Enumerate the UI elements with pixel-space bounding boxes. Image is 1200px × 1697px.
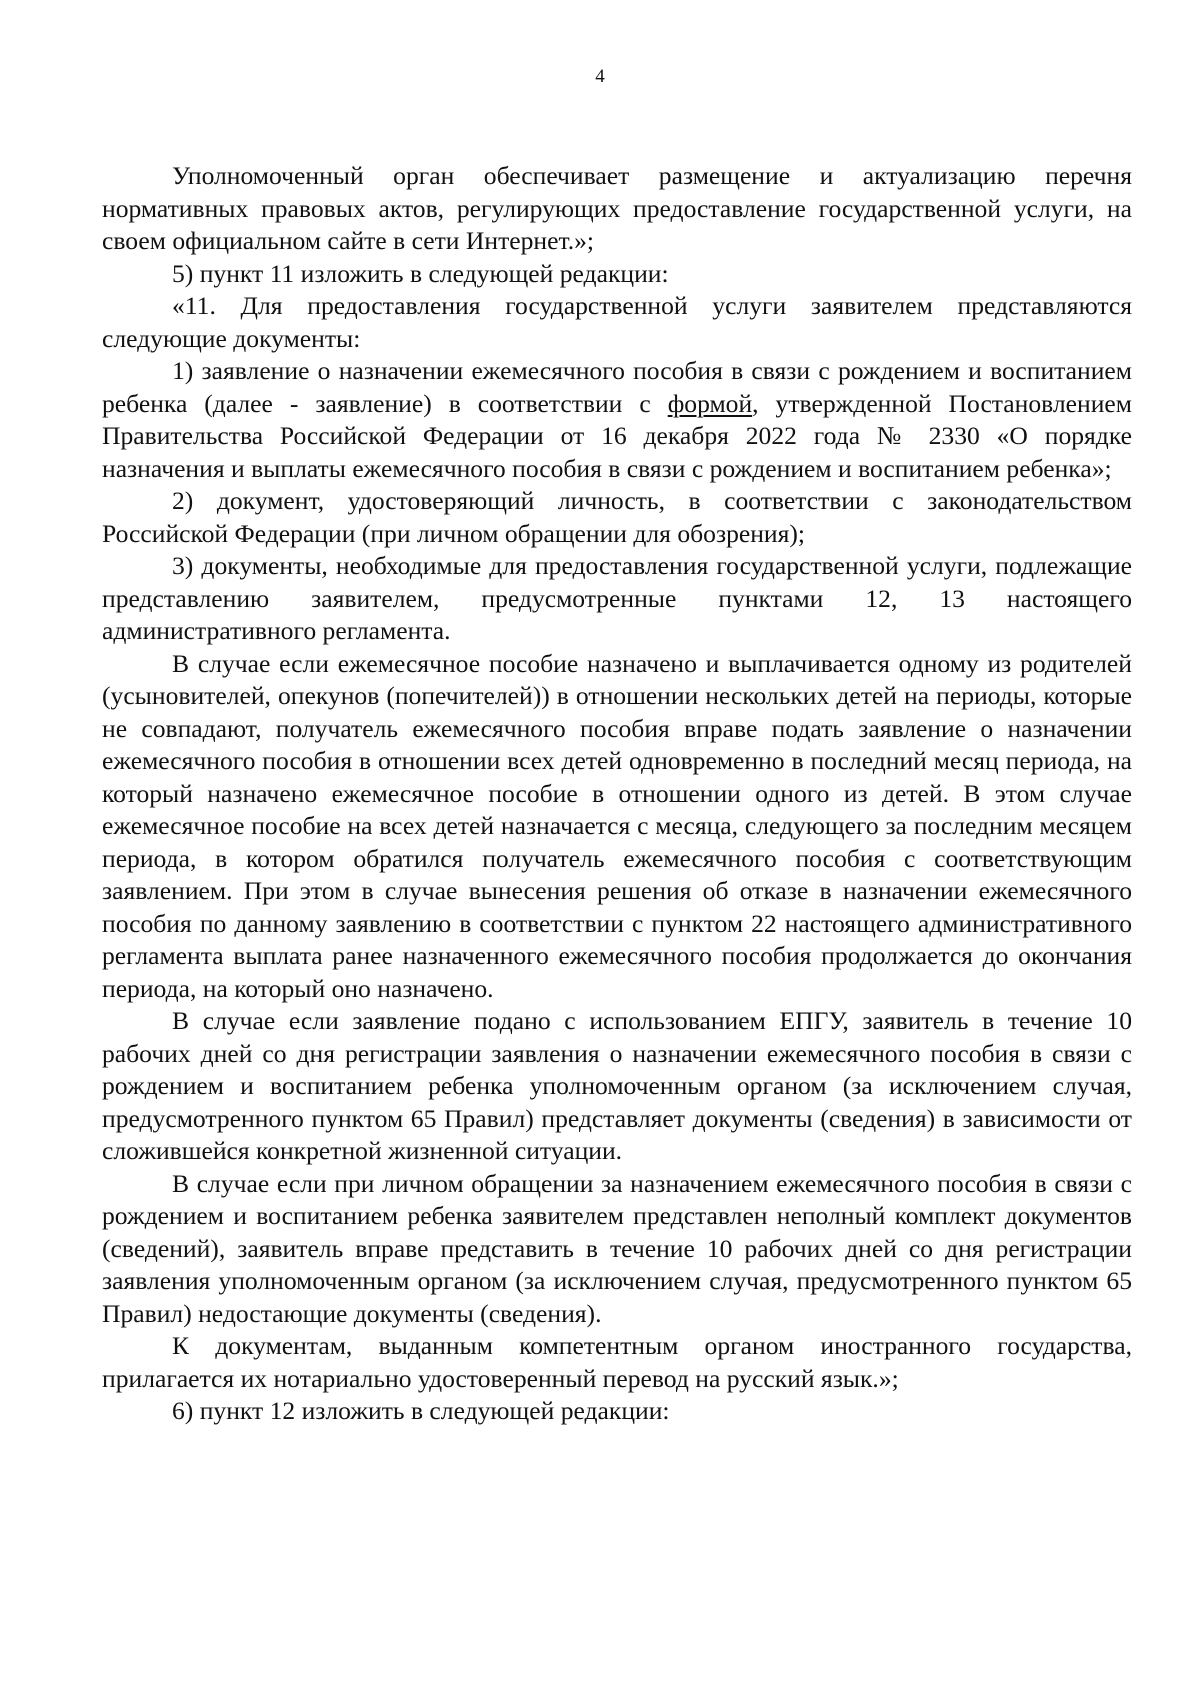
paragraph-item-6: 6) пункт 12 изложить в следующей редакции: (172, 1396, 670, 1425)
form-link[interactable]: формой (667, 388, 753, 418)
paragraph-several-children: В случае если ежемесячное пособие назначено и выплачивается одному из родителей (усыновителей, опекунов (попечителей)) в отношении нескольких детей на периоды, которые не совпадают, получатель ежемесячного пособия вправе подать заявление о назначении ежемесячного пособия в отношении всех детей одновременно в последний месяц периода, на который назначено ежемесячное пособие в отношении одного из детей. В этом случае ежемесячное пособие на всех детей назначается с месяца, следующего за последним месяцем периода, в котором обратился получатель ежемесячного пособия с соответствующим заявлением. При этом в случае вынесения решения об отказе в назначении ежемесячного пособия по данному заявлению в соответствии с пунктом 22 настоящего административного регламента выплата ранее назначенного ежемесячного пособия продолжается до окончания периода, на который оно назначено. (102, 648, 1132, 1003)
paragraph-item-5: 5) пункт 11 изложить в следующей редакции: (172, 258, 669, 288)
doc-1-text-before: 1) заявление о назначении ежемесячного пособия в связи с рождением и воспитанием ребенка (далее - заявление) в соответствии с (102, 356, 1132, 418)
paragraph-doc-1 (102, 355, 1132, 485)
paragraph-personal-visit: В случае если при личном обращении за назначением ежемесячного пособия в связи с рождением и воспитанием ребенка заявителем представлен неполный комплект документов (сведений), заявитель вправе представить в течение 10 рабочих дней со дня регистрации заявления уполномоченным органом (за исключением случая, предусмотренного пунктом 65 Правил) недостающие документы (сведения). (102, 1168, 1132, 1328)
paragraph-doc-2: 2) документ, удостоверяющий личность, в соответствии с законодательством Российской Федерации (при личном обращении для обозрения); (102, 486, 1132, 548)
paragraph-doc-3: 3) документы, необходимые для предоставления государственной услуги, подлежащие представлению заявителем, предусмотренные пунктами 12, 13 настоящего административного регламента. (102, 551, 1132, 645)
paragraph-point-11: «11. Для предоставления государственной услуги заявителем представляются следующие документы: (102, 291, 1132, 353)
doc-1-text-after: , утвержденной Постановлением Правительства Российской Федерации от 16 декабря 2022 года № 2330 «О порядке назначения и выплаты ежемесячного пособия в связи с рождением и воспитанием ребенка»; (102, 388, 1132, 483)
paragraph-foreign-docs: К документам, выданным компетентным органом иностранного государства, прилагается их нотариально удостоверенный перевод на русский язык.»; (102, 1331, 1132, 1393)
document-body (102, 160, 1132, 1428)
paragraph-site-publication: Уполномоченный орган обеспечивает размещение и актуализацию перечня нормативных правовых актов, регулирующих предоставление государственной услуги, на своем официальном сайте в сети Интернет.»; (102, 161, 1132, 255)
page-number: 4 (595, 66, 605, 87)
paragraph-epgu: В случае если заявление подано с использованием ЕПГУ, заявитель в течение 10 рабочих дней со дня регистрации заявления о назначении ежемесячного пособия в связи с рождением и воспитанием ребенка уполномоченным органом (за исключением случая, предусмотренного пунктом 65 Правил) представляет документы (сведения) в зависимости от сложившейся конкретной жизненной ситуации. (102, 1006, 1132, 1165)
